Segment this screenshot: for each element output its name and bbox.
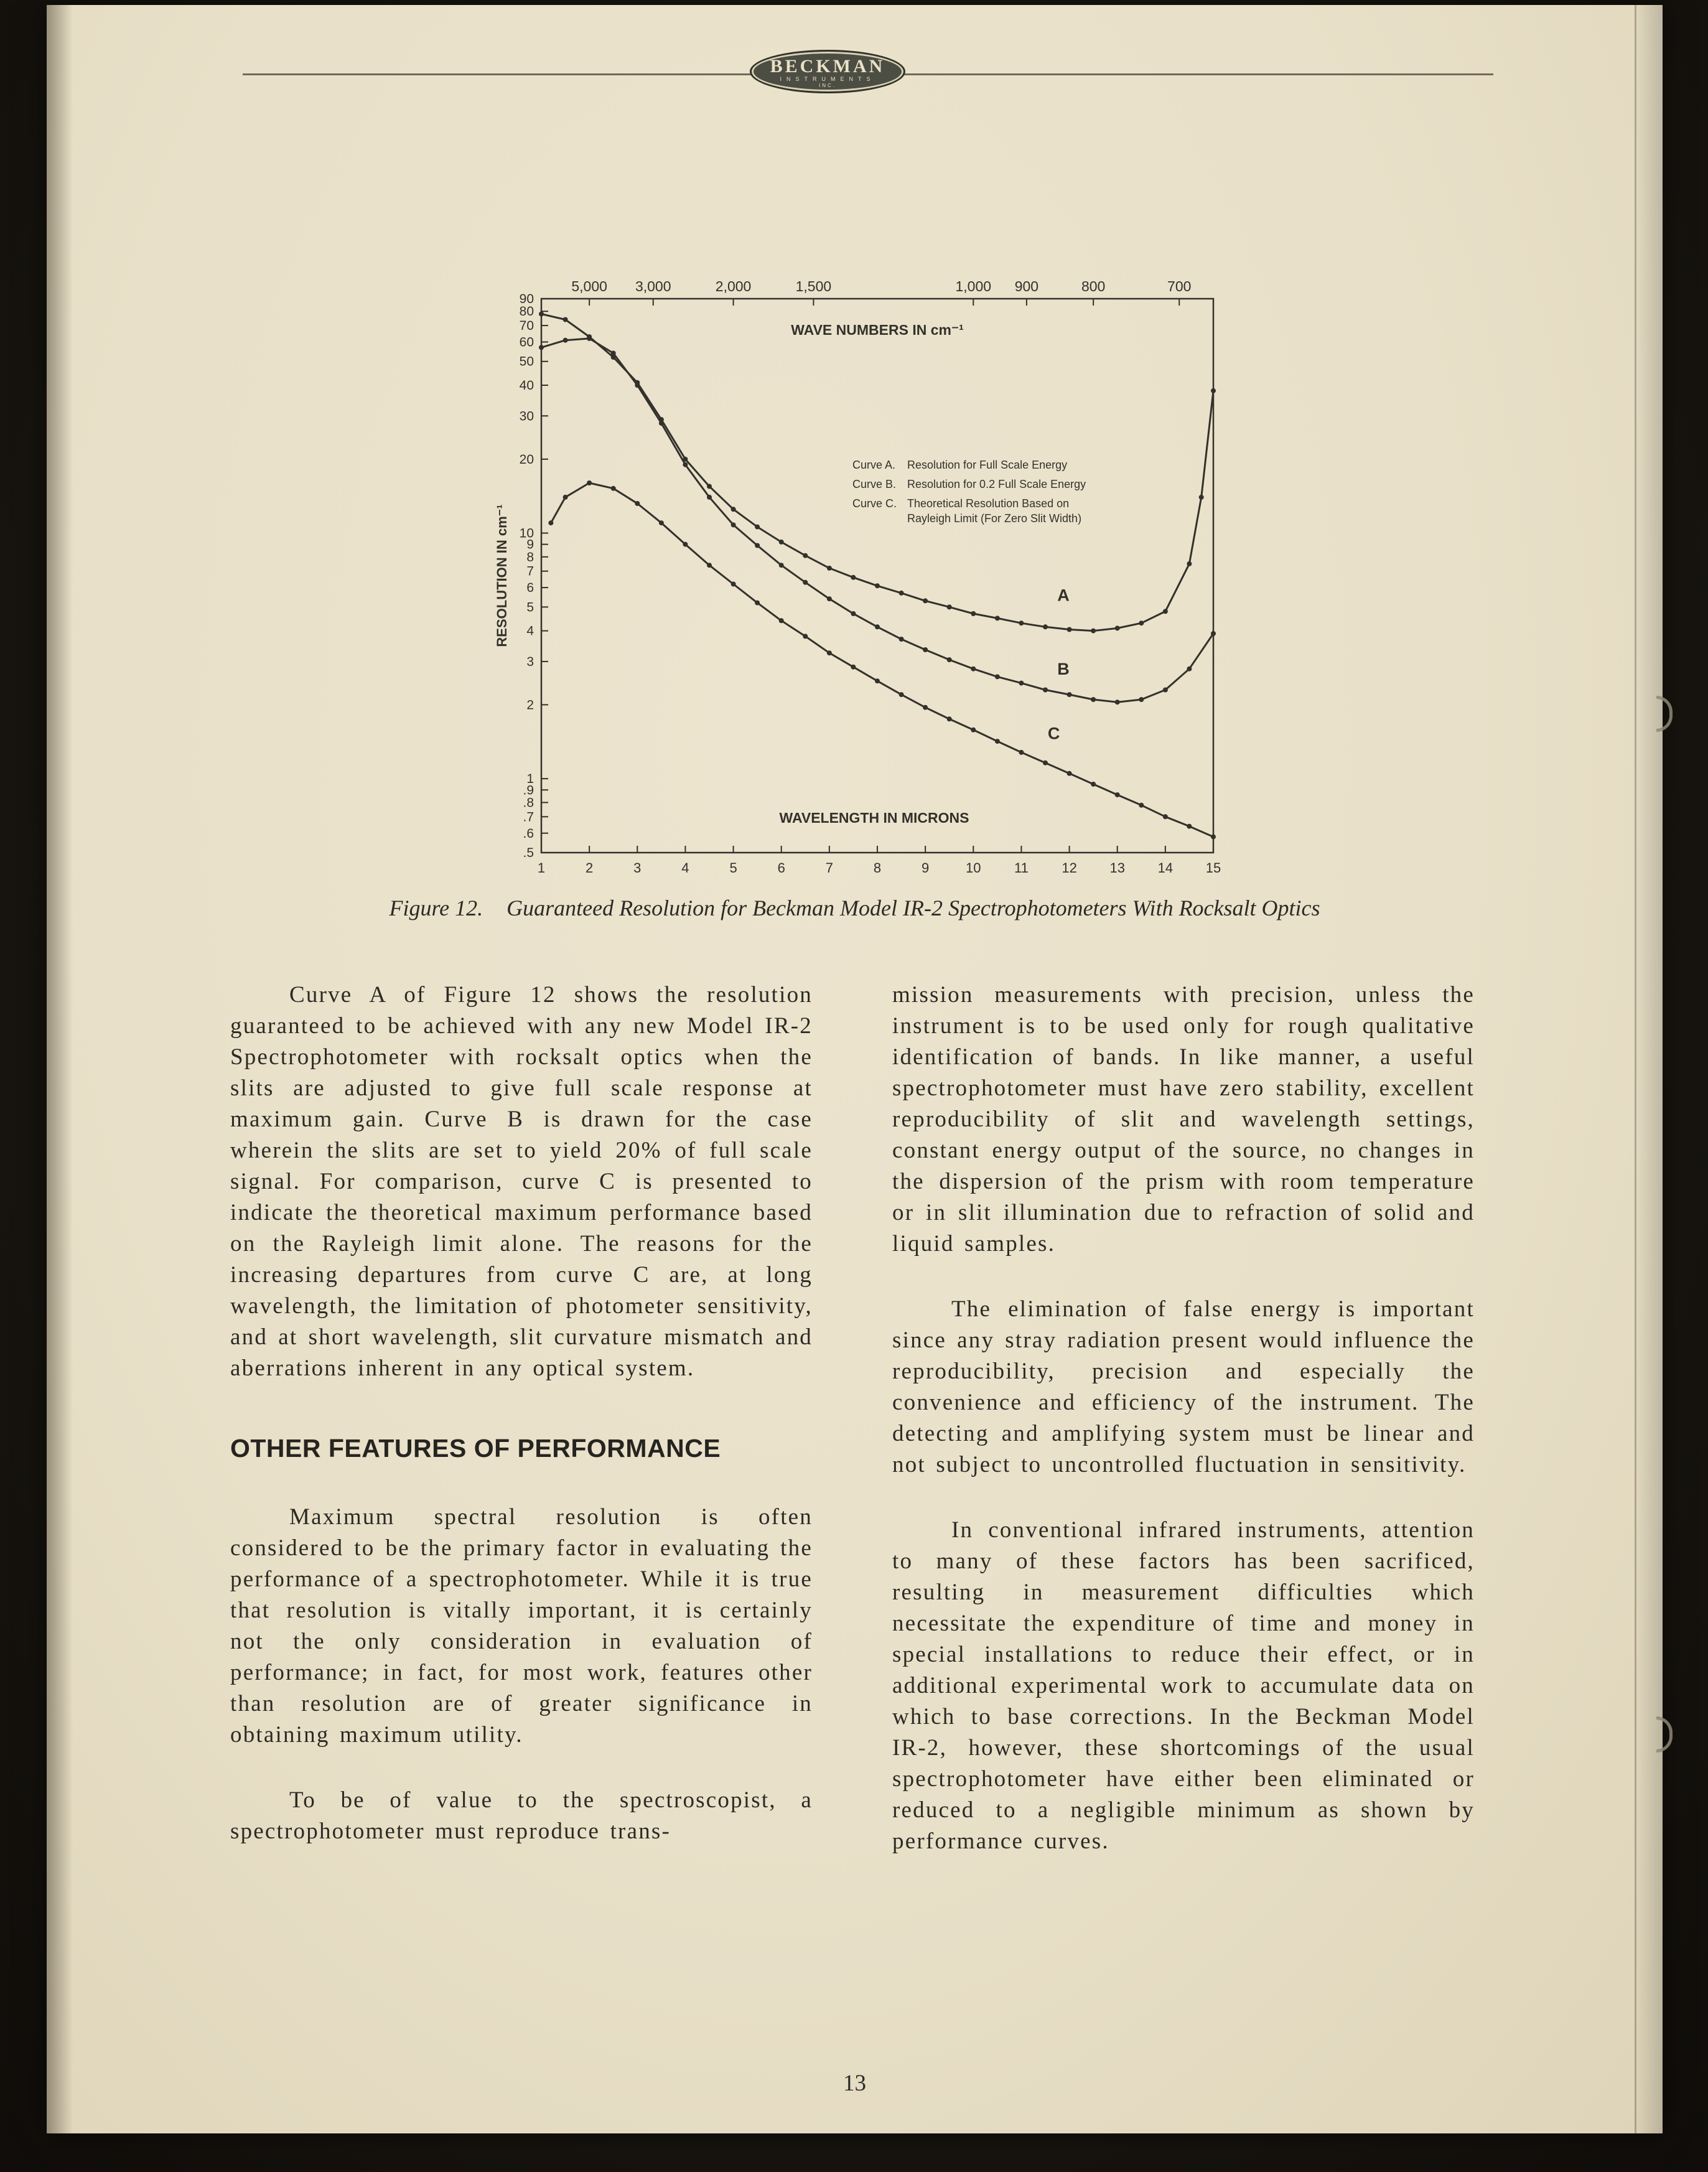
data-point bbox=[803, 580, 808, 585]
data-point bbox=[755, 525, 760, 530]
x-tick-label: 8 bbox=[873, 860, 882, 876]
data-point bbox=[659, 421, 664, 426]
y-tick-label: 60 bbox=[519, 335, 534, 350]
figure-caption bbox=[47, 895, 1663, 921]
data-point bbox=[1187, 667, 1192, 672]
data-point bbox=[1019, 750, 1024, 755]
y-tick-label: 20 bbox=[519, 452, 534, 467]
y-tick-label: 90 bbox=[519, 292, 534, 306]
data-point bbox=[899, 591, 904, 596]
data-point bbox=[851, 575, 856, 580]
page-crease-line bbox=[1635, 5, 1636, 2133]
figure-caption-label: Figure 12. bbox=[389, 896, 483, 920]
x-tick-label: 14 bbox=[1157, 860, 1174, 876]
document-page bbox=[47, 5, 1663, 2133]
x-tick-label: 1 bbox=[537, 860, 546, 876]
data-point bbox=[779, 618, 784, 623]
curve-label-C: C bbox=[1047, 724, 1060, 743]
data-point bbox=[563, 338, 568, 343]
y-tick-label: 10 bbox=[519, 526, 534, 541]
data-point bbox=[707, 484, 712, 489]
data-point bbox=[779, 540, 784, 545]
data-point bbox=[587, 336, 592, 341]
x-tick-label: 11 bbox=[1014, 860, 1029, 876]
resolution-chart-svg bbox=[492, 277, 1251, 899]
y-axis-title: RESOLUTION IN cm⁻¹ bbox=[494, 504, 510, 647]
data-point bbox=[875, 583, 880, 588]
curve-C bbox=[551, 483, 1213, 837]
data-point bbox=[1199, 495, 1204, 500]
data-point bbox=[803, 553, 808, 558]
top-axis-title: WAVE NUMBERS IN cm⁻¹ bbox=[791, 322, 964, 338]
body-paragraph: The elimination of false energy is important since any stray radiation present would influence the reproducibility, precision and especially the convenience and efficiency of the instrument. The detecting and amplifying system must be linear and not subject to uncontrolled fluctuation in sensitivity. bbox=[892, 1296, 1475, 1477]
data-point bbox=[827, 596, 832, 601]
wave-number-tick-label: 5,000 bbox=[571, 278, 607, 294]
data-point bbox=[1139, 620, 1144, 625]
legend-curve-desc: Resolution for Full Scale Energy bbox=[907, 459, 1068, 471]
data-point bbox=[1115, 700, 1120, 704]
data-point bbox=[995, 739, 1000, 744]
data-point bbox=[1211, 388, 1216, 393]
data-point bbox=[947, 657, 952, 662]
y-tick-label: 7 bbox=[526, 564, 534, 579]
data-point bbox=[1043, 688, 1048, 693]
chart-legend bbox=[852, 457, 1101, 530]
page-gutter-shadow bbox=[47, 5, 73, 2133]
y-tick-label: .6 bbox=[523, 826, 534, 841]
x-tick-label: 13 bbox=[1109, 860, 1125, 876]
wave-number-tick-label: 900 bbox=[1014, 278, 1039, 294]
data-point bbox=[755, 601, 760, 606]
data-point bbox=[707, 495, 712, 500]
data-point bbox=[899, 692, 904, 697]
data-point bbox=[1091, 697, 1096, 702]
legend-row bbox=[852, 477, 1101, 492]
x-axis-title: WAVELENGTH IN MICRONS bbox=[779, 810, 969, 826]
y-tick-label: 3 bbox=[526, 654, 534, 669]
legend-row bbox=[852, 496, 1101, 526]
legend-curve-name: Curve C. bbox=[852, 497, 897, 510]
data-point bbox=[1139, 803, 1144, 808]
beckman-logo bbox=[750, 50, 905, 93]
data-point bbox=[731, 522, 736, 527]
data-point bbox=[1163, 609, 1168, 614]
data-point bbox=[875, 678, 880, 683]
logo-instruments-text: INSTRUMENTS bbox=[780, 76, 875, 82]
data-point bbox=[1115, 792, 1120, 797]
data-point bbox=[539, 345, 544, 350]
data-point bbox=[971, 728, 976, 733]
y-tick-label: .5 bbox=[523, 846, 534, 860]
data-point bbox=[1139, 697, 1144, 702]
data-point bbox=[851, 611, 856, 616]
x-tick-label: 6 bbox=[777, 860, 785, 876]
body-paragraph: mission measurements with precision, unless the instrument is to be used only for rough qualitative identification of bands. In like manner, a useful spectrophotometer must have zero stability, excellent reproducibility of slit and wavelength settings, constant energy output of the source, no changes in the dispersion of the prism with room temperature or in slit illumination due to refraction of solid and liquid samples. bbox=[892, 982, 1475, 1257]
wave-number-tick-label: 700 bbox=[1167, 278, 1192, 294]
binding-thread-bottom bbox=[1656, 1716, 1673, 1753]
y-tick-label: 30 bbox=[519, 409, 534, 424]
data-point bbox=[1163, 688, 1168, 693]
x-tick-label: 2 bbox=[586, 860, 594, 876]
page-edge-shade bbox=[1634, 5, 1663, 2133]
data-point bbox=[827, 566, 832, 571]
y-tick-label: 70 bbox=[519, 319, 534, 334]
data-point bbox=[923, 647, 928, 652]
data-point bbox=[995, 674, 1000, 679]
data-point bbox=[548, 520, 553, 525]
data-point bbox=[923, 705, 928, 710]
data-point bbox=[1091, 629, 1096, 634]
curve-label-B: B bbox=[1057, 660, 1070, 679]
article-columns bbox=[230, 980, 1475, 1891]
legend-curve-name: Curve B. bbox=[852, 478, 897, 490]
data-point bbox=[563, 495, 568, 500]
data-point bbox=[635, 383, 640, 388]
page-number: 13 bbox=[843, 2071, 866, 2096]
y-tick-label: 2 bbox=[526, 698, 534, 713]
data-point bbox=[1067, 692, 1072, 697]
x-tick-label: 7 bbox=[825, 860, 833, 876]
data-point bbox=[947, 604, 952, 609]
x-tick-label: 9 bbox=[922, 860, 930, 876]
data-point bbox=[683, 462, 688, 467]
data-point bbox=[1019, 620, 1024, 625]
logo-brand-text: BECKMAN bbox=[770, 56, 885, 77]
wave-number-tick-label: 800 bbox=[1081, 278, 1106, 294]
y-tick-label: .9 bbox=[523, 783, 534, 798]
y-tick-label: 50 bbox=[519, 354, 534, 369]
data-point bbox=[875, 624, 880, 629]
legend-row bbox=[852, 457, 1101, 472]
data-point bbox=[1091, 782, 1096, 787]
x-tick-label: 5 bbox=[729, 860, 737, 876]
body-paragraph: Maximum spectral resolution is often considered to be the primary factor in evaluating the performance of a spectrophotometer. While it is true that resolution is vitally important, it is certainly not the only consideration in evaluation of performance; in fact, for most work, features other than resolution are of greater significance in obtaining maximum utility. bbox=[230, 1504, 813, 1748]
legend-curve-desc: Resolution for 0.2 Full Scale Energy bbox=[907, 478, 1086, 490]
data-point bbox=[899, 637, 904, 642]
wave-number-tick-label: 1,000 bbox=[955, 278, 992, 294]
data-point bbox=[659, 520, 664, 525]
y-tick-label: 6 bbox=[526, 581, 534, 596]
data-point bbox=[947, 716, 952, 721]
body-paragraph: Curve A of Figure 12 shows the resolution guaranteed to be achieved with any new Model IR-2 Spectrophotometer with rocksalt optics when the slits are adjusted to give full scale response at maximum gain. Curve B is drawn for the case wherein the slits are set to yield 20% of full scale signal. For comparison, curve C is presented to indicate the theoretical maximum performance based on the Rayleigh limit alone. The reasons for the increasing departures from curve C are, at long wavelength, the limitation of photometer sensitivity, and at short wavelength, slit curvature mismatch and aberrations inherent in any optical system. bbox=[230, 982, 813, 1381]
y-tick-label: 5 bbox=[526, 600, 534, 615]
data-point bbox=[827, 650, 832, 655]
data-point bbox=[1019, 681, 1024, 686]
data-point bbox=[995, 616, 1000, 620]
y-tick-label: 80 bbox=[519, 304, 534, 319]
y-tick-label: 1 bbox=[526, 772, 534, 787]
right-column bbox=[892, 980, 1475, 1891]
wave-number-tick-label: 2,000 bbox=[715, 278, 752, 294]
data-point bbox=[1067, 771, 1072, 776]
data-point bbox=[707, 563, 712, 568]
data-point bbox=[851, 665, 856, 670]
x-tick-label: 4 bbox=[681, 860, 689, 876]
data-point bbox=[683, 542, 688, 547]
data-point bbox=[1115, 625, 1120, 630]
data-point bbox=[1067, 627, 1072, 632]
legend-curve-name: Curve A. bbox=[852, 459, 896, 471]
left-column bbox=[230, 980, 813, 1891]
data-point bbox=[1043, 761, 1048, 765]
data-point bbox=[755, 543, 760, 548]
binding-thread-top bbox=[1656, 696, 1673, 732]
logo-inc-text: INC. bbox=[819, 83, 836, 88]
y-tick-label: 40 bbox=[519, 378, 534, 393]
curve-label-A: A bbox=[1057, 586, 1070, 605]
data-point bbox=[731, 582, 736, 587]
section-heading: OTHER FEATURES OF PERFORMANCE bbox=[230, 1434, 721, 1463]
data-point bbox=[923, 598, 928, 603]
data-point bbox=[1211, 835, 1216, 840]
data-point bbox=[587, 480, 592, 485]
data-point bbox=[1043, 624, 1048, 629]
x-tick-label: 3 bbox=[633, 860, 642, 876]
plot-frame bbox=[541, 299, 1213, 853]
y-tick-label: .8 bbox=[523, 795, 534, 810]
data-point bbox=[1187, 561, 1192, 566]
data-point bbox=[971, 611, 976, 616]
data-point bbox=[539, 312, 544, 317]
data-point bbox=[563, 317, 568, 322]
y-tick-label: .7 bbox=[523, 810, 534, 825]
legend-curve-desc: Theoretical Resolution Based on Rayleigh Limit (For Zero Slit Width) bbox=[907, 497, 1082, 525]
data-point bbox=[635, 501, 640, 506]
data-point bbox=[971, 667, 976, 672]
data-point bbox=[1163, 814, 1168, 819]
body-paragraph: To be of value to the spectroscopist, a spectrophotometer must reproduce trans- bbox=[230, 1787, 813, 1844]
wave-number-tick-label: 1,500 bbox=[795, 278, 832, 294]
data-point bbox=[611, 351, 616, 356]
data-point bbox=[1211, 631, 1216, 636]
x-tick-label: 10 bbox=[966, 860, 981, 876]
figure-12-chart bbox=[492, 277, 1251, 899]
body-paragraph: In conventional infrared instruments, attention to many of these factors has been sacrificed, resulting in measurement difficulties which necessitate the expenditure of time and money in special installations to reduce their effect, or in additional experimental work to accumulate data on which to base corrections. In the Beckman Model IR-2, however, these shortcomings of the usual spectrophotometer have either been eliminated or reduced to a negligible minimum as shown by performance curves. bbox=[892, 1517, 1475, 1854]
figure-caption-text: Guaranteed Resolution for Beckman Model IR-2 Spectrophotometers With Rocksalt Optics bbox=[506, 896, 1320, 920]
x-tick-label: 12 bbox=[1062, 860, 1077, 876]
y-tick-label: 9 bbox=[526, 537, 534, 552]
data-point bbox=[1187, 824, 1192, 829]
data-point bbox=[803, 634, 808, 639]
wave-number-tick-label: 3,000 bbox=[635, 278, 671, 294]
data-point bbox=[779, 563, 784, 568]
data-point bbox=[731, 507, 736, 512]
y-tick-label: 4 bbox=[526, 624, 534, 639]
y-tick-label: 8 bbox=[526, 550, 534, 564]
data-point bbox=[611, 486, 616, 491]
x-tick-label: 15 bbox=[1205, 860, 1221, 876]
